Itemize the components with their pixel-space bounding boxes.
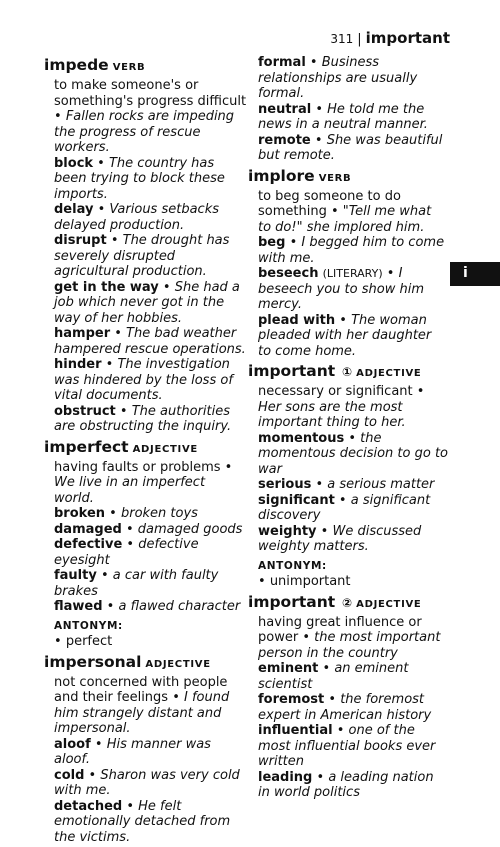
example: Her sons are the most important thing to her. bbox=[258, 399, 406, 430]
synonym-example: a significant discovery bbox=[258, 492, 431, 523]
synonym-example: I begged him to come with me. bbox=[258, 235, 445, 266]
synonym-example: The bad weather hampered rescue operations. bbox=[54, 326, 246, 357]
running-header bbox=[300, 28, 450, 47]
antonym-heading: ANTONYM: bbox=[258, 559, 327, 572]
running-headword: important bbox=[365, 29, 450, 47]
usage-label: (LITERARY) bbox=[322, 267, 383, 280]
synonym-example: a car with faulty brakes bbox=[54, 568, 219, 599]
synonym-example: We discussed weighty matters. bbox=[258, 523, 422, 554]
column-right bbox=[248, 55, 448, 803]
example: Fallen rocks are impeding the progress of rescue workers. bbox=[54, 109, 235, 155]
entry-important-2: important ② ADJECTIVE having great influence or power • the most important person in the country eminent • an eminent scientist foremost • the foremost expert in American history influential • one of the most influential books ever written leading • a leading nation in world politics bbox=[248, 592, 441, 800]
definition: necessary or significant bbox=[258, 384, 413, 399]
entry-impede: impede VERB to make someone's or something's progress difficult • Fallen rocks are impeding the progress of rescue workers. block • The country has been trying to block these imports. delay • Various setbacks delayed production. disrupt • The drought has severely disrupted agricultural production. get in the way • She had a job which never got in the way of her hobbies. hamper • The bad weather hampered rescue operations. hinder • The investigation was hindered by the loss of vital documents. obstruct • The authorities are obstructing the inquiry. bbox=[44, 56, 247, 434]
synonym: faulty bbox=[54, 568, 97, 583]
synonym: momentous bbox=[258, 430, 345, 446]
synonym: hamper bbox=[54, 326, 111, 341]
synonym: serious bbox=[258, 477, 312, 492]
page-number: 311 bbox=[330, 32, 354, 46]
synonym-example: broken toys bbox=[120, 506, 198, 521]
synonym-example: The woman pleaded with her daughter to come home. bbox=[258, 312, 432, 359]
example: We live in an imperfect world. bbox=[54, 475, 206, 506]
sense-number-icon: ① bbox=[341, 365, 353, 379]
definition: to make someone's or something's progress difficult bbox=[54, 78, 247, 109]
part-of-speech: VERB bbox=[112, 62, 146, 73]
headword: imperfect bbox=[44, 437, 129, 456]
synonym: disrupt bbox=[54, 233, 107, 248]
example: I found him strangely distant and impersonal. bbox=[54, 690, 230, 736]
definition: having faults or problems bbox=[54, 459, 221, 475]
entry-imperfect: imperfect ADJECTIVE having faults or problems • We live in an imperfect world. broken • broken toys damaged • damaged goods defective • defective eyesight faulty • a car with faulty brakes flawed • a flawed character ANTONYM: • perfect bbox=[44, 437, 247, 650]
example: "Tell me what to do!" she implored him. bbox=[258, 204, 432, 235]
synonym: cold bbox=[54, 767, 85, 783]
headword: important bbox=[248, 362, 336, 380]
synonym-example: a serious matter bbox=[327, 477, 435, 492]
headword: impede bbox=[44, 56, 109, 74]
thumb-index-letter: i bbox=[463, 265, 468, 281]
headword: important bbox=[248, 592, 336, 611]
synonym: weighty bbox=[258, 523, 317, 539]
antonym: perfect bbox=[65, 634, 113, 649]
synonym: aloof bbox=[54, 736, 91, 752]
part-of-speech: ADJECTIVE bbox=[145, 658, 211, 670]
definition: not concerned with people and their feelings bbox=[54, 674, 228, 705]
synonym-example: The authorities are obstructing the inquiry. bbox=[54, 403, 232, 434]
synonym: formal bbox=[258, 55, 306, 70]
synonym-example: Various setbacks delayed production. bbox=[54, 202, 219, 233]
synonym: neutral bbox=[258, 101, 312, 117]
synonym: leading bbox=[258, 769, 313, 785]
synonym-example: a flawed character bbox=[118, 599, 241, 614]
entry-continuation: formal • Business relationships are usually formal. neutral • He told me the news in a neutral manner. remote • She was beautiful but remote. bbox=[258, 55, 443, 163]
synonym: broken bbox=[54, 506, 106, 521]
synonym: remote bbox=[258, 132, 311, 148]
synonym-example: The investigation was hindered by the loss of vital documents. bbox=[54, 357, 233, 403]
synonym: significant bbox=[258, 492, 335, 508]
sense-number-icon: ② bbox=[341, 595, 353, 610]
synonym: influential bbox=[258, 723, 333, 738]
synonym-example: The country has been trying to block these imports. bbox=[54, 155, 225, 202]
synonym-example: The drought has severely disrupted agricultural production. bbox=[54, 233, 230, 279]
definition: having great influence or power bbox=[258, 614, 422, 645]
synonym-example: the foremost expert in American history bbox=[258, 692, 432, 723]
synonym-example: I beseech you to show him mercy. bbox=[258, 266, 424, 312]
column-left bbox=[44, 55, 247, 847]
header-separator: | bbox=[357, 32, 362, 47]
synonym-example: defective eyesight bbox=[54, 537, 199, 568]
antonym: unimportant bbox=[269, 574, 351, 589]
headword: impersonal bbox=[44, 652, 142, 671]
synonym: eminent bbox=[258, 661, 319, 676]
synonym: get in the way bbox=[54, 279, 159, 295]
synonym-example: She was beautiful but remote. bbox=[258, 132, 443, 163]
antonym-heading: ANTONYM: bbox=[54, 619, 123, 632]
synonym: damaged bbox=[54, 521, 122, 537]
synonym-example: an eminent scientist bbox=[258, 661, 409, 692]
entry-impersonal: impersonal ADJECTIVE not concerned with people and their feelings • I found him strangely distant and impersonal. aloof • His manner was aloof. cold • Sharon was very cold with me. detached • He felt emotionally detached from the victims. bbox=[44, 652, 240, 845]
entry-important-1: important ① ADJECTIVE necessary or significant • Her sons are the most important thing to her. momentous • the momentous decision to go to war serious • a serious matter significant • a significant discovery weighty • We discussed weighty matters. ANTONYM: • unimportant bbox=[248, 362, 449, 589]
synonym: detached bbox=[54, 798, 123, 814]
synonym-example: the momentous decision to go to war bbox=[258, 430, 449, 477]
synonym: hinder bbox=[54, 357, 102, 372]
example: the most important person in the country bbox=[258, 630, 441, 661]
part-of-speech: ADJECTIVE bbox=[132, 443, 198, 455]
synonym-example: one of the most influential books ever written bbox=[258, 723, 436, 769]
synonym-example: He told me the news in a neutral manner. bbox=[258, 101, 428, 132]
synonym-example: Business relationships are usually formal. bbox=[258, 55, 418, 101]
synonym: delay bbox=[54, 202, 94, 217]
synonym: beg bbox=[258, 235, 286, 250]
synonym-example: His manner was aloof. bbox=[54, 736, 211, 767]
part-of-speech: ADJECTIVE bbox=[356, 368, 422, 379]
synonym-example: She had a job which never got in the way of her hobbies. bbox=[54, 279, 240, 326]
entry-implore: implore VERB to beg someone to do something • "Tell me what to do!" she implored him. beg • I begged him to come with me. beseech (LITERARY) • I beseech you to show him mercy. plead with • The woman pleaded with her daughter to come home. bbox=[248, 166, 445, 359]
synonym-example: a leading nation in world politics bbox=[258, 769, 434, 800]
synonym: foremost bbox=[258, 692, 325, 707]
synonym: block bbox=[54, 155, 94, 171]
synonym-example: damaged goods bbox=[137, 521, 243, 537]
synonym: flawed bbox=[54, 599, 103, 614]
synonym-example: Sharon was very cold with me. bbox=[54, 767, 240, 798]
headword: implore bbox=[248, 166, 315, 185]
part-of-speech: ADJECTIVE bbox=[356, 598, 422, 610]
synonym: plead with bbox=[258, 312, 336, 328]
synonym: defective bbox=[54, 537, 123, 552]
part-of-speech: VERB bbox=[318, 172, 352, 184]
synonym-example: He felt emotionally detached from the victims. bbox=[54, 798, 231, 845]
synonym: obstruct bbox=[54, 403, 116, 419]
synonym: beseech bbox=[258, 266, 319, 281]
thumb-index-tab bbox=[450, 262, 500, 286]
definition: to beg someone to do something bbox=[258, 188, 401, 219]
